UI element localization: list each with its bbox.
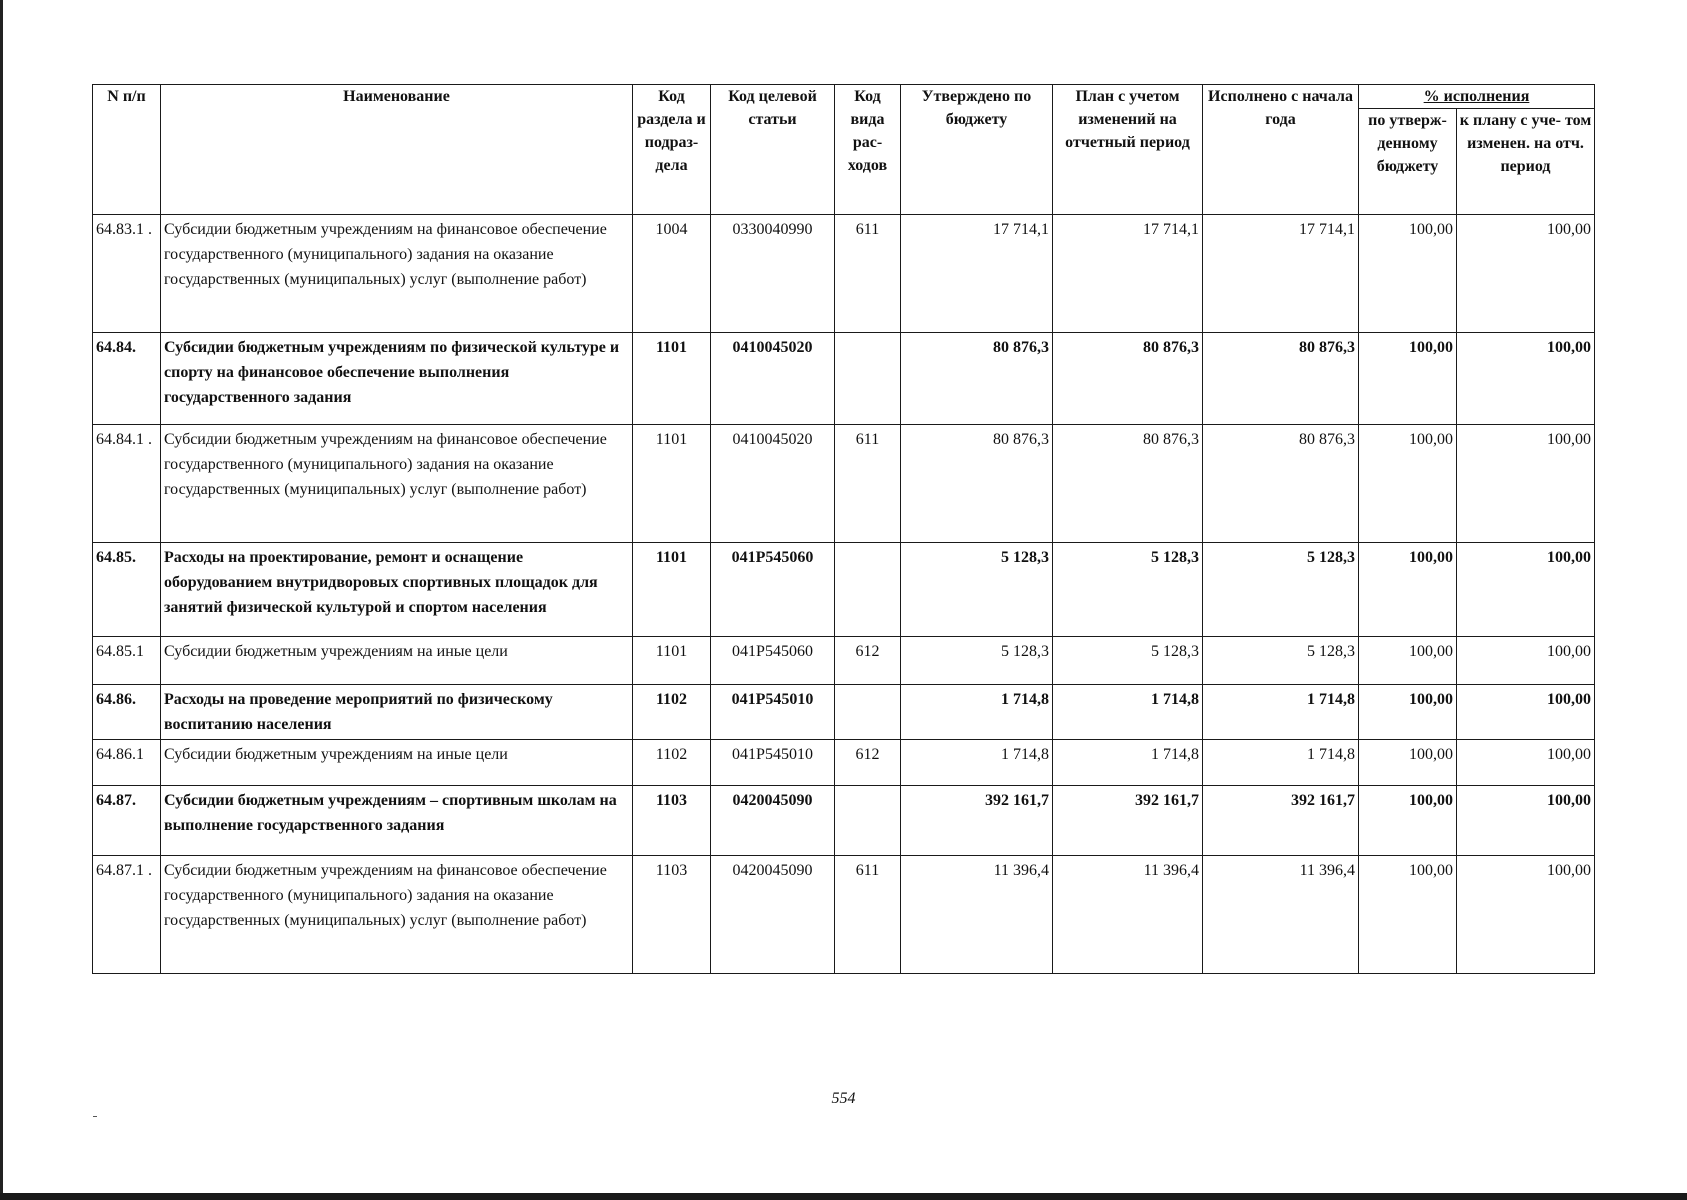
row-percent-budget: 100,00	[1359, 786, 1457, 856]
row-plan: 5 128,3	[1053, 637, 1203, 685]
row-percent-budget: 100,00	[1359, 685, 1457, 740]
row-number: 64.85.1	[93, 637, 161, 685]
row-section-code: 1103	[633, 786, 711, 856]
row-section-code: 1101	[633, 333, 711, 425]
row-approved: 11 396,4	[901, 856, 1053, 974]
table-row	[93, 685, 1595, 740]
row-number: 64.86.1	[93, 740, 161, 786]
row-target-code: 0420045090	[711, 786, 835, 856]
table-row	[93, 425, 1595, 543]
row-percent-plan: 100,00	[1457, 215, 1595, 333]
row-number: 64.84.1 .	[93, 425, 161, 543]
row-percent-budget: 100,00	[1359, 740, 1457, 786]
row-expense-code: 611	[835, 856, 901, 974]
row-percent-plan: 100,00	[1457, 637, 1595, 685]
table-row	[93, 543, 1595, 637]
row-percent-budget: 100,00	[1359, 856, 1457, 974]
row-name: Субсидии бюджетным учреждениям на финансовое обеспечение государственного (муниципального) задания на оказание государственных (муниципальных) услуг (выполнение работ)	[161, 856, 633, 974]
row-name: Субсидии бюджетным учреждениям по физической культуре и спорту на финансовое обеспечение выполнения государственного задания	[161, 333, 633, 425]
row-plan: 80 876,3	[1053, 333, 1203, 425]
row-section-code: 1101	[633, 543, 711, 637]
row-approved: 80 876,3	[901, 425, 1053, 543]
row-expense-code: 612	[835, 740, 901, 786]
table-row	[93, 333, 1595, 425]
row-executed: 1 714,8	[1203, 685, 1359, 740]
row-expense-code	[835, 685, 901, 740]
row-approved: 1 714,8	[901, 740, 1053, 786]
row-target-code: 0410045020	[711, 425, 835, 543]
row-name: Субсидии бюджетным учреждениям на иные цели	[161, 740, 633, 786]
row-percent-budget: 100,00	[1359, 215, 1457, 333]
row-executed: 5 128,3	[1203, 543, 1359, 637]
header-expense-code: Код вида рас- ходов	[835, 85, 901, 215]
report-sheet	[92, 84, 1594, 974]
row-expense-code	[835, 543, 901, 637]
row-percent-plan: 100,00	[1457, 685, 1595, 740]
row-approved: 5 128,3	[901, 637, 1053, 685]
row-name: Субсидии бюджетным учреждениям на финансовое обеспечение государственного (муниципального) задания на оказание государственных (муниципальных) услуг (выполнение работ)	[161, 215, 633, 333]
row-target-code: 041P545010	[711, 740, 835, 786]
row-expense-code: 612	[835, 637, 901, 685]
row-section-code: 1102	[633, 685, 711, 740]
row-name: Субсидии бюджетным учреждениям на финансовое обеспечение государственного (муниципального) задания на оказание государственных (муниципальных) услуг (выполнение работ)	[161, 425, 633, 543]
header-name: Наименование	[161, 85, 633, 215]
row-plan: 80 876,3	[1053, 425, 1203, 543]
row-section-code: 1103	[633, 856, 711, 974]
row-section-code: 1004	[633, 215, 711, 333]
row-executed: 5 128,3	[1203, 637, 1359, 685]
row-approved: 80 876,3	[901, 333, 1053, 425]
row-plan: 1 714,8	[1053, 740, 1203, 786]
row-executed: 80 876,3	[1203, 333, 1359, 425]
table-body	[93, 215, 1595, 974]
row-percent-plan: 100,00	[1457, 856, 1595, 974]
header-section-code: Код раздела и подраз- дела	[633, 85, 711, 215]
row-number: 64.87.1 .	[93, 856, 161, 974]
row-expense-code: 611	[835, 425, 901, 543]
table-header	[93, 85, 1595, 215]
row-number: 64.85.	[93, 543, 161, 637]
row-section-code: 1101	[633, 637, 711, 685]
header-percent-plan: к плану с уче- том изменен. на отч. период	[1457, 109, 1595, 215]
row-approved: 5 128,3	[901, 543, 1053, 637]
header-target-code: Код целевой статьи	[711, 85, 835, 215]
row-expense-code	[835, 786, 901, 856]
row-percent-budget: 100,00	[1359, 543, 1457, 637]
row-plan: 11 396,4	[1053, 856, 1203, 974]
row-executed: 17 714,1	[1203, 215, 1359, 333]
table-row	[93, 637, 1595, 685]
header-number: N п/п	[93, 85, 161, 215]
scan-mark	[93, 1116, 97, 1117]
row-target-code: 041P545010	[711, 685, 835, 740]
row-number: 64.84.	[93, 333, 161, 425]
scan-bottom-edge	[0, 1193, 1687, 1200]
header-row-top	[93, 85, 1595, 109]
row-section-code: 1101	[633, 425, 711, 543]
row-percent-budget: 100,00	[1359, 425, 1457, 543]
header-approved: Утверждено по бюджету	[901, 85, 1053, 215]
row-plan: 392 161,7	[1053, 786, 1203, 856]
row-name: Субсидии бюджетным учреждениям на иные цели	[161, 637, 633, 685]
row-expense-code	[835, 333, 901, 425]
row-percent-plan: 100,00	[1457, 786, 1595, 856]
row-plan: 17 714,1	[1053, 215, 1203, 333]
row-name: Расходы на проектирование, ремонт и оснащение оборудованием внутридворовых спортивных площадок для занятий физической культурой и спортом населения	[161, 543, 633, 637]
header-percent-budget: по утверж- денному бюджету	[1359, 109, 1457, 215]
table-row	[93, 740, 1595, 786]
row-percent-budget: 100,00	[1359, 333, 1457, 425]
row-approved: 392 161,7	[901, 786, 1053, 856]
row-plan: 5 128,3	[1053, 543, 1203, 637]
table-row	[93, 215, 1595, 333]
row-executed: 80 876,3	[1203, 425, 1359, 543]
header-plan: План с учетом изменений на отчетный период	[1053, 85, 1203, 215]
row-target-code: 041P545060	[711, 543, 835, 637]
header-percent-group: % исполнения	[1359, 85, 1595, 109]
row-target-code: 041P545060	[711, 637, 835, 685]
row-name: Расходы на проведение мероприятий по физическому воспитанию населения	[161, 685, 633, 740]
row-percent-plan: 100,00	[1457, 740, 1595, 786]
scan-left-edge	[0, 0, 3, 1200]
row-percent-plan: 100,00	[1457, 425, 1595, 543]
header-executed: Исполнено с начала года	[1203, 85, 1359, 215]
row-name: Субсидии бюджетным учреждениям – спортивным школам на выполнение государственного задания	[161, 786, 633, 856]
row-section-code: 1102	[633, 740, 711, 786]
row-number: 64.87.	[93, 786, 161, 856]
page-number: 554	[831, 1090, 856, 1107]
row-target-code: 0410045020	[711, 333, 835, 425]
row-plan: 1 714,8	[1053, 685, 1203, 740]
row-executed: 392 161,7	[1203, 786, 1359, 856]
row-approved: 17 714,1	[901, 215, 1053, 333]
row-percent-plan: 100,00	[1457, 543, 1595, 637]
row-percent-budget: 100,00	[1359, 637, 1457, 685]
row-executed: 1 714,8	[1203, 740, 1359, 786]
row-approved: 1 714,8	[901, 685, 1053, 740]
row-number: 64.83.1 .	[93, 215, 161, 333]
table-row	[93, 786, 1595, 856]
row-number: 64.86.	[93, 685, 161, 740]
row-percent-plan: 100,00	[1457, 333, 1595, 425]
row-target-code: 0330040990	[711, 215, 835, 333]
table-row	[93, 856, 1595, 974]
row-executed: 11 396,4	[1203, 856, 1359, 974]
row-expense-code: 611	[835, 215, 901, 333]
row-target-code: 0420045090	[711, 856, 835, 974]
budget-execution-table	[92, 84, 1595, 974]
